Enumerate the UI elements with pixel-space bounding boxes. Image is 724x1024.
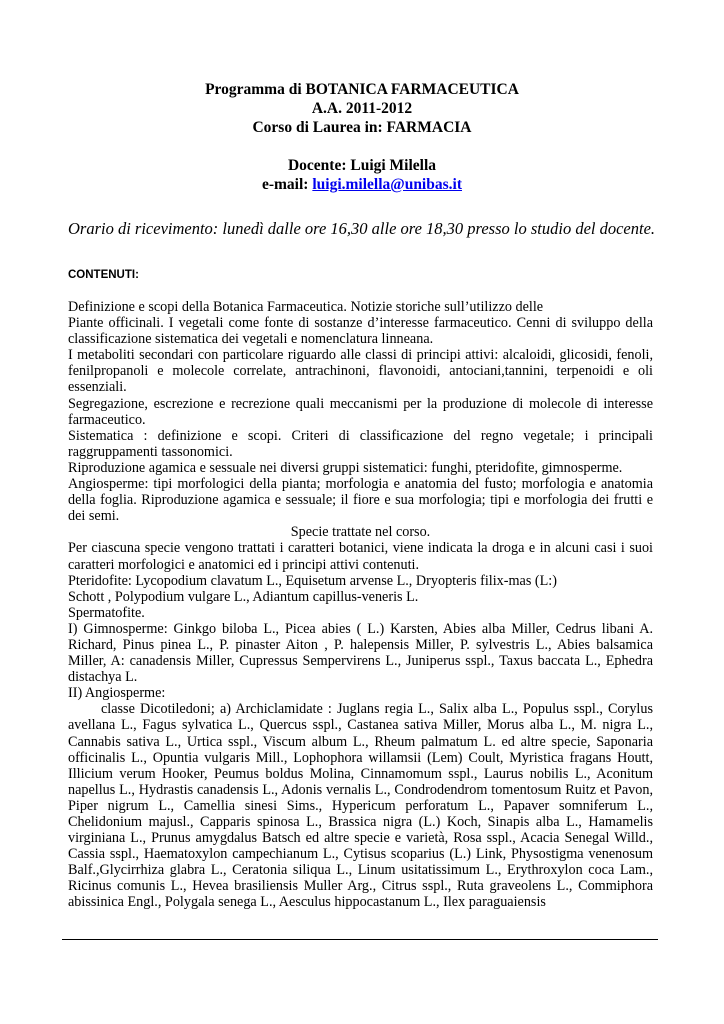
paragraph-gymnosperms: I) Gimnosperme: Ginkgo biloba L., Picea abies ( L.) Karsten, Abies alba Miller, Cedrus libani A. Richard, Pinus pinea L., P. pinaster Aiton , P. halepensis Miller, P. sylvestris L., Abies balsamica Miller, A: canadensis Miller, Cupressus Sempervirens L., Juniperus sspl., Taxus baccata L., Ephedra distachya L. (68, 620, 653, 686)
paragraph-species-intro: Per ciascuna specie vengono trattati i caratteri botanici, viene indicata la droga e in alcuni casi i suoi caratteri morfologici e anatomici ed i principi attivi contenuti. (68, 540, 653, 573)
document-title: Programma di BOTANICA FARMACEUTICA (205, 81, 519, 98)
paragraph-dicotyledons: classe Dicotiledoni; a) Archiclamidate : Juglans regia L., Salix alba L., Populus sspl., Corylus avellana L., Fagus sylvatica L., Quercus sspl., Castanea sativa Miller, Morus alba L., M. nigra L., Cannabis sativa L., Urtica sspl., Viscum album L., Rheum palmatum L. ed altre specie, Saponaria officinalis L., Opuntia vulgaris Mill., Lophophora willamsii (Lem) Coult, Myristica fragans Houtt, Illicium verum Hooker, Peumus boldus Molina, Cinnamomum sspl., Laurus nobilis L., Aconitum napellus L., Hydrastis canadensis L., Adonis vernalis L., Condrodendrom tomentosum Ruitz et Pavon, Piper nigrum L., Camellia sinesi Sims., Hypericum perforatum L., Papaver somniferum L., Chelidonium majusl., Capparis spinosa L., Brassica nigra (L.) Koch, Sinapis alba L., Hamamelis virginiana L., Prunus amygdalus Batsch ed altre specie e varietà, Rosa sspl., Acacia Senegal Willd., Cassia sspl., Haematoxylon campechianum L., Cytisus scoparius (L.) Link, Physostigma venenosum Balf.,Glycirrhiza glabra L., Ceratonia siliqua L., Linum usitatissimum L., Erythroxylon coca Lam., Ricinus comunis L., Hevea brasiliensis Muller Arg., Citrus sspl., Ruta graveolens L., Commiphora abissinica Engl., Polygala senega L., Aesculus hippocastanum L., Ilex paraguaiensis (68, 701, 653, 911)
office-hours: Orario di ricevimento: lunedì dalle ore 16,30 alle ore 18,30 presso lo studio del docente. (68, 219, 656, 238)
teacher-name: Docente: Luigi Milella (287, 157, 437, 174)
paragraph-pteridophytes: Pteridofite: Lycopodium clavatum L., Equisetum arvense L., Dryopteris filix-mas (L:) (68, 572, 557, 589)
paragraph-angiosperms-heading: II) Angiosperme: (68, 685, 166, 702)
academic-year: A.A. 2011-2012 (311, 100, 413, 117)
paragraph-angiosperms: Angiosperme: tipi morfologici della pianta; morfologia e anatomia del fusto; morfologia e anatomia della foglia. Riproduzione agamica e sessuale; il fiore e sua morfologia; tipi e morfologia dei frutti e dei semi. (68, 476, 653, 525)
paragraph-reproduction: Riproduzione agamica e sessuale nei diversi gruppi sistematici: funghi, pteridofite, gimnosperme. (68, 459, 623, 476)
email-label: e-mail: (261, 176, 309, 193)
email-line (0, 175, 724, 194)
bottom-rule (62, 939, 658, 940)
paragraph-spermatophytes: Spermatofite. (68, 604, 145, 621)
paragraph-segregation: Segregazione, escrezione e recrezione quali meccanismi per la produzione di molecole di interesse farmaceutico. (68, 395, 653, 428)
paragraph-definition: Definizione e scopi della Botanica Farmaceutica. Notizie storiche sull’utilizzo delle (68, 299, 544, 315)
degree-course: Corso di Laurea in: FARMACIA (252, 119, 472, 136)
email-link[interactable]: luigi.milella@unibas.it (312, 176, 462, 193)
paragraph-metabolites: I metaboliti secondari con particolare riguardo alle classi di principi attivi: alcaloidi, glicosidi, fenoli, fenilpropanoli e molecole correlate, antrachinoni, flavonoidi, antociani,tannini, terpenoidi e oli essenziali. (68, 347, 653, 396)
paragraph-species-heading: Specie trattate nel corso. (290, 524, 431, 541)
paragraph-pteridophytes-cont: Schott , Polypodium vulgare L., Adiantum capillus-veneris L. (68, 588, 419, 605)
document-header (0, 80, 724, 194)
paragraph-systematics: Sistematica : definizione e scopi. Criteri di classificazione del regno vegetale; i principali raggruppamenti tassonomici. (68, 427, 653, 460)
paragraph-officinal-plants: Piante officinali. I vegetali come fonte di sostanze d’interesse farmaceutico. Cenni di sviluppo della classificazione sistematica dei vegetali e nomenclatura linneana. (68, 315, 653, 348)
contents-body (68, 299, 653, 911)
contents-heading: CONTENUTI: (68, 269, 139, 281)
